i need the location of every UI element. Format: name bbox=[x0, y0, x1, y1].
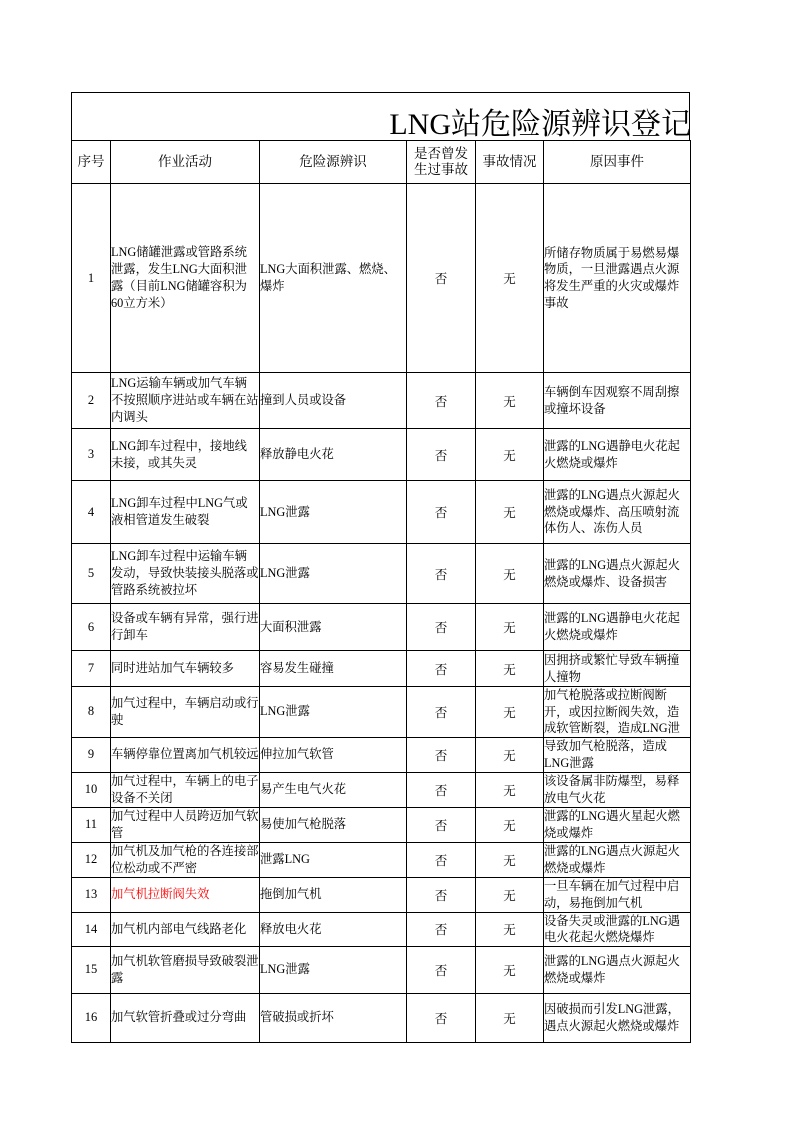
cell-serial-number: 5 bbox=[72, 544, 111, 604]
cell-hazard-identification: LNG泄露 bbox=[260, 946, 407, 993]
cell-serial-number: 13 bbox=[72, 877, 111, 912]
cell-accident-case: 无 bbox=[476, 651, 544, 687]
column-header-cause-event: 原因事件 bbox=[544, 141, 691, 184]
column-header-no: 序号 bbox=[72, 141, 111, 184]
cell-serial-number: 4 bbox=[72, 481, 111, 544]
table-row bbox=[72, 912, 691, 946]
cell-ever-had-accident: 否 bbox=[407, 604, 476, 651]
cell-hazard-identification: LNG泄露 bbox=[260, 687, 407, 738]
column-header-activity: 作业活动 bbox=[111, 141, 260, 184]
cell-ever-had-accident: 否 bbox=[407, 993, 476, 1042]
cell-serial-number: 10 bbox=[72, 772, 111, 807]
cell-serial-number: 7 bbox=[72, 651, 111, 687]
cell-serial-number: 1 bbox=[72, 184, 111, 373]
cell-work-activity: LNG运输车辆或加气车辆不按照顺序进站或车辆在站内调头 bbox=[111, 373, 260, 429]
cell-hazard-identification: 泄露LNG bbox=[260, 842, 407, 877]
column-header-ever-line2: 生过事故 bbox=[414, 162, 468, 177]
cell-hazard-identification: 容易发生碰撞 bbox=[260, 651, 407, 687]
cell-work-activity: 车辆停靠位置离加气机较远 bbox=[111, 737, 260, 772]
cell-ever-had-accident: 否 bbox=[407, 429, 476, 481]
cell-hazard-identification: 易产生电气火花 bbox=[260, 772, 407, 807]
cell-cause-event: 泄露的LNG遇静电火花起火燃烧或爆炸 bbox=[544, 429, 691, 481]
table-row bbox=[72, 373, 691, 429]
cell-hazard-identification: 易使加气枪脱落 bbox=[260, 807, 407, 842]
table-row bbox=[72, 184, 691, 373]
cell-accident-case: 无 bbox=[476, 604, 544, 651]
page-title: LNG站危险源辨识登记 bbox=[389, 108, 691, 141]
cell-accident-case: 无 bbox=[476, 429, 544, 481]
cell-accident-case: 无 bbox=[476, 481, 544, 544]
cell-serial-number: 6 bbox=[72, 604, 111, 651]
cell-work-activity: LNG卸车过程中，接地线未接，或其失灵 bbox=[111, 429, 260, 481]
cell-accident-case: 无 bbox=[476, 772, 544, 807]
spreadsheet-sheet bbox=[71, 92, 690, 1043]
cell-cause-event: 因破损而引发LNG泄露，遇点火源起火燃烧或爆炸 bbox=[544, 993, 691, 1042]
cell-hazard-identification: 伸拉加气软管 bbox=[260, 737, 407, 772]
cell-hazard-identification: 释放静电火花 bbox=[260, 429, 407, 481]
cell-ever-had-accident: 否 bbox=[407, 737, 476, 772]
table-row bbox=[72, 807, 691, 842]
cell-hazard-identification: LNG泄露 bbox=[260, 481, 407, 544]
cell-work-activity: 加气软管折叠或过分弯曲 bbox=[111, 993, 260, 1042]
table-row bbox=[72, 544, 691, 604]
column-header-ever-accident bbox=[407, 141, 476, 184]
cell-accident-case: 无 bbox=[476, 687, 544, 738]
table-row bbox=[72, 651, 691, 687]
cell-hazard-identification: 释放电火花 bbox=[260, 912, 407, 946]
cell-hazard-identification: LNG大面积泄露、燃烧、爆炸 bbox=[260, 184, 407, 373]
table-row bbox=[72, 842, 691, 877]
cell-ever-had-accident: 否 bbox=[407, 807, 476, 842]
table-row bbox=[72, 604, 691, 651]
cell-work-activity: 加气机拉断阀失效 bbox=[111, 877, 260, 912]
cell-ever-had-accident: 否 bbox=[407, 842, 476, 877]
column-header-accident-case: 事故情况 bbox=[476, 141, 544, 184]
cell-cause-event: 泄露的LNG遇点火源起火燃烧或爆炸 bbox=[544, 946, 691, 993]
cell-work-activity: LNG卸车过程中LNG气或液相管道发生破裂 bbox=[111, 481, 260, 544]
table-header-row bbox=[72, 141, 691, 184]
cell-ever-had-accident: 否 bbox=[407, 772, 476, 807]
table-row bbox=[72, 481, 691, 544]
hazard-register-table bbox=[71, 140, 691, 1043]
cell-work-activity: 加气过程中人员跨迈加气软管 bbox=[111, 807, 260, 842]
cell-ever-had-accident: 否 bbox=[407, 946, 476, 993]
cell-cause-event: 导致加气枪脱落，造成LNG泄露 bbox=[544, 737, 691, 772]
cell-accident-case: 无 bbox=[476, 877, 544, 912]
table-row bbox=[72, 429, 691, 481]
cell-serial-number: 8 bbox=[72, 687, 111, 738]
cell-serial-number: 9 bbox=[72, 737, 111, 772]
cell-accident-case: 无 bbox=[476, 946, 544, 993]
cell-work-activity: 同时进站加气车辆较多 bbox=[111, 651, 260, 687]
cell-ever-had-accident: 否 bbox=[407, 912, 476, 946]
cell-accident-case: 无 bbox=[476, 184, 544, 373]
cell-ever-had-accident: 否 bbox=[407, 373, 476, 429]
table-row bbox=[72, 946, 691, 993]
cell-work-activity: 加气机软管磨损导致破裂泄露 bbox=[111, 946, 260, 993]
cell-hazard-identification: 撞到人员或设备 bbox=[260, 373, 407, 429]
cell-cause-event: 一旦车辆在加气过程中启动，易拖倒加气机 bbox=[544, 877, 691, 912]
cell-accident-case: 无 bbox=[476, 912, 544, 946]
cell-work-activity: LNG卸车过程中运输车辆发动，导致快装接头脱落或管路系统被拉坏 bbox=[111, 544, 260, 604]
cell-hazard-identification: 管破损或折坏 bbox=[260, 993, 407, 1042]
cell-cause-event: 该设备属非防爆型，易释放电气火花 bbox=[544, 772, 691, 807]
table-row bbox=[72, 993, 691, 1042]
cell-cause-event: 车辆倒车因观察不周刮擦或撞坏设备 bbox=[544, 373, 691, 429]
cell-serial-number: 14 bbox=[72, 912, 111, 946]
cell-work-activity: 加气过程中，车辆上的电子设备不关闭 bbox=[111, 772, 260, 807]
cell-serial-number: 12 bbox=[72, 842, 111, 877]
cell-ever-had-accident: 否 bbox=[407, 687, 476, 738]
cell-cause-event: 泄露的LNG遇点火源起火燃烧或爆炸、设备损害 bbox=[544, 544, 691, 604]
cell-work-activity: 加气过程中，车辆启动或行驶 bbox=[111, 687, 260, 738]
cell-accident-case: 无 bbox=[476, 842, 544, 877]
cell-accident-case: 无 bbox=[476, 544, 544, 604]
cell-cause-event: 所储存物质属于易燃易爆物质，一旦泄露遇点火源将发生严重的火灾或爆炸事故 bbox=[544, 184, 691, 373]
cell-work-activity: 设备或车辆有异常，强行进行卸车 bbox=[111, 604, 260, 651]
cell-serial-number: 16 bbox=[72, 993, 111, 1042]
cell-accident-case: 无 bbox=[476, 807, 544, 842]
column-header-hazard: 危险源辨识 bbox=[260, 141, 407, 184]
cell-cause-event: 泄露的LNG遇静电火花起火燃烧或爆炸 bbox=[544, 604, 691, 651]
table-row bbox=[72, 687, 691, 738]
cell-cause-event: 因拥挤或繁忙导致车辆撞人撞物 bbox=[544, 651, 691, 687]
cell-hazard-identification: LNG泄露 bbox=[260, 544, 407, 604]
cell-ever-had-accident: 否 bbox=[407, 184, 476, 373]
cell-cause-event: 设备失灵或泄露的LNG遇电火花起火燃烧爆炸 bbox=[544, 912, 691, 946]
cell-serial-number: 15 bbox=[72, 946, 111, 993]
column-header-ever-line1: 是否曾发 bbox=[414, 146, 468, 161]
cell-accident-case: 无 bbox=[476, 373, 544, 429]
cell-work-activity: LNG储罐泄露或管路系统泄露，发生LNG大面积泄露（目前LNG储罐容积为60立方米） bbox=[111, 184, 260, 373]
cell-hazard-identification: 大面积泄露 bbox=[260, 604, 407, 651]
cell-accident-case: 无 bbox=[476, 993, 544, 1042]
cell-cause-event: 泄露的LNG遇点火源起火燃烧或爆炸 bbox=[544, 842, 691, 877]
cell-serial-number: 2 bbox=[72, 373, 111, 429]
cell-ever-had-accident: 否 bbox=[407, 481, 476, 544]
cell-cause-event: 加气枪脱落或拉断阀断开，或因拉断阀失效，造成软管断裂，造成LNG泄 bbox=[544, 687, 691, 738]
cell-work-activity: 加气机内部电气线路老化 bbox=[111, 912, 260, 946]
table-row bbox=[72, 877, 691, 912]
cell-serial-number: 3 bbox=[72, 429, 111, 481]
title-row bbox=[71, 92, 690, 140]
table-row bbox=[72, 772, 691, 807]
cell-cause-event: 泄露的LNG遇火星起火燃烧或爆炸 bbox=[544, 807, 691, 842]
cell-hazard-identification: 拖倒加气机 bbox=[260, 877, 407, 912]
cell-serial-number: 11 bbox=[72, 807, 111, 842]
cell-ever-had-accident: 否 bbox=[407, 877, 476, 912]
cell-work-activity: 加气机及加气枪的各连接部位松动或不严密 bbox=[111, 842, 260, 877]
cell-cause-event: 泄露的LNG遇点火源起火燃烧或爆炸、高压喷射流体伤人、冻伤人员 bbox=[544, 481, 691, 544]
cell-ever-had-accident: 否 bbox=[407, 544, 476, 604]
cell-ever-had-accident: 否 bbox=[407, 651, 476, 687]
table-row bbox=[72, 737, 691, 772]
cell-accident-case: 无 bbox=[476, 737, 544, 772]
